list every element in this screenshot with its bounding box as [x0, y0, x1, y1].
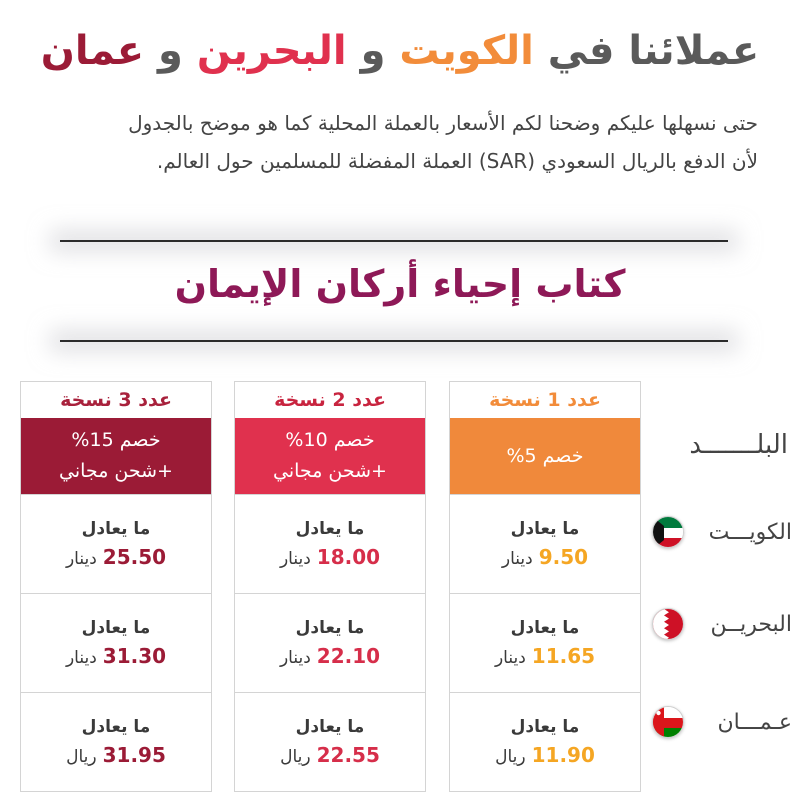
equivalent-label: ما يعادل	[295, 618, 365, 638]
page-title	[0, 28, 800, 74]
book-title: كتاب إحياء أركان الإيمان	[174, 262, 626, 306]
price-cell-oman	[21, 692, 211, 791]
price-currency: دينار	[279, 648, 311, 668]
column-header: عدد 1 نسخة	[489, 389, 601, 411]
divider-top	[60, 240, 728, 242]
equivalent-label: ما يعادل	[81, 618, 151, 638]
country-row-kuwait	[652, 516, 792, 548]
price-cell-bahrain	[235, 593, 425, 692]
title-oman: عمان	[40, 28, 145, 74]
equivalent-label: ما يعادل	[295, 717, 365, 737]
country-row-oman	[652, 706, 792, 738]
price-currency: دينار	[65, 648, 97, 668]
title-prefix: عملائنا في	[547, 28, 760, 74]
intro-text	[18, 104, 758, 180]
equivalent-label: ما يعادل	[81, 519, 151, 539]
shipping-label: +شحن مجاني	[273, 460, 387, 482]
price-cell-bahrain	[450, 593, 640, 692]
shipping-label: +شحن مجاني	[59, 460, 173, 482]
discount-band	[21, 418, 211, 494]
equivalent-label: ما يعادل	[510, 717, 580, 737]
price-currency: دينار	[494, 648, 526, 668]
price-currency: دينار	[279, 549, 311, 569]
price-currency: ريال	[495, 747, 526, 767]
price-cell-bahrain	[21, 593, 211, 692]
title-and-1: و	[360, 28, 386, 74]
price-value: 11.65	[531, 644, 596, 668]
price-currency: دينار	[65, 549, 97, 569]
price-column-3-copies	[20, 381, 212, 792]
equivalent-label: ما يعادل	[295, 519, 365, 539]
price-value: 9.50	[538, 545, 589, 569]
equivalent-label: ما يعادل	[81, 717, 151, 737]
price-cell-oman	[450, 692, 640, 791]
price-value: 22.55	[316, 743, 380, 767]
discount-label: خصم 5%	[506, 444, 584, 467]
price-value: 31.95	[102, 743, 166, 767]
divider-bottom	[60, 340, 728, 342]
price-value: 18.00	[316, 545, 381, 569]
price-column-1-copy	[449, 381, 641, 792]
column-header: عدد 2 نسخة	[274, 389, 386, 411]
oman-flag-icon	[652, 706, 684, 738]
kuwait-flag-icon	[652, 516, 684, 548]
price-value: 25.50	[102, 545, 167, 569]
price-currency: ريال	[66, 747, 97, 767]
title-kuwait: الكويت	[399, 28, 534, 74]
price-value: 11.90	[531, 743, 595, 767]
price-column-2-copies	[234, 381, 426, 792]
price-cell-kuwait	[21, 494, 211, 593]
intro-line-1: حتى نسهلها عليكم وضحنا لكم الأسعار بالعملة المحلية كما هو موضح بالجدول	[128, 111, 758, 135]
discount-band	[450, 418, 640, 494]
price-currency: ريال	[280, 747, 311, 767]
country-column-header: البلـــــــد	[689, 430, 788, 460]
discount-band	[235, 418, 425, 494]
discount-label: خصم 15%	[71, 429, 161, 451]
equivalent-label: ما يعادل	[510, 519, 580, 539]
discount-label: خصم 10%	[285, 429, 375, 451]
equivalent-label: ما يعادل	[510, 618, 580, 638]
title-and-2: و	[158, 28, 183, 74]
price-cell-kuwait	[235, 494, 425, 593]
country-row-bahrain	[652, 608, 792, 640]
price-cell-oman	[235, 692, 425, 791]
price-cell-kuwait	[450, 494, 640, 593]
price-value: 31.30	[102, 644, 167, 668]
bahrain-flag-icon	[652, 608, 684, 640]
country-name: البحريــن	[710, 611, 792, 637]
price-currency: دينار	[501, 549, 533, 569]
country-name: عـمـــان	[717, 709, 792, 735]
title-bahrain: البحرين	[196, 28, 347, 74]
column-header: عدد 3 نسخة	[60, 389, 172, 411]
country-name: الكويـــت	[708, 519, 792, 545]
price-value: 22.10	[316, 644, 381, 668]
intro-line-2: لأن الدفع بالريال السعودي (SAR) العملة المفضلة للمسلمين حول العالم.	[156, 149, 758, 173]
